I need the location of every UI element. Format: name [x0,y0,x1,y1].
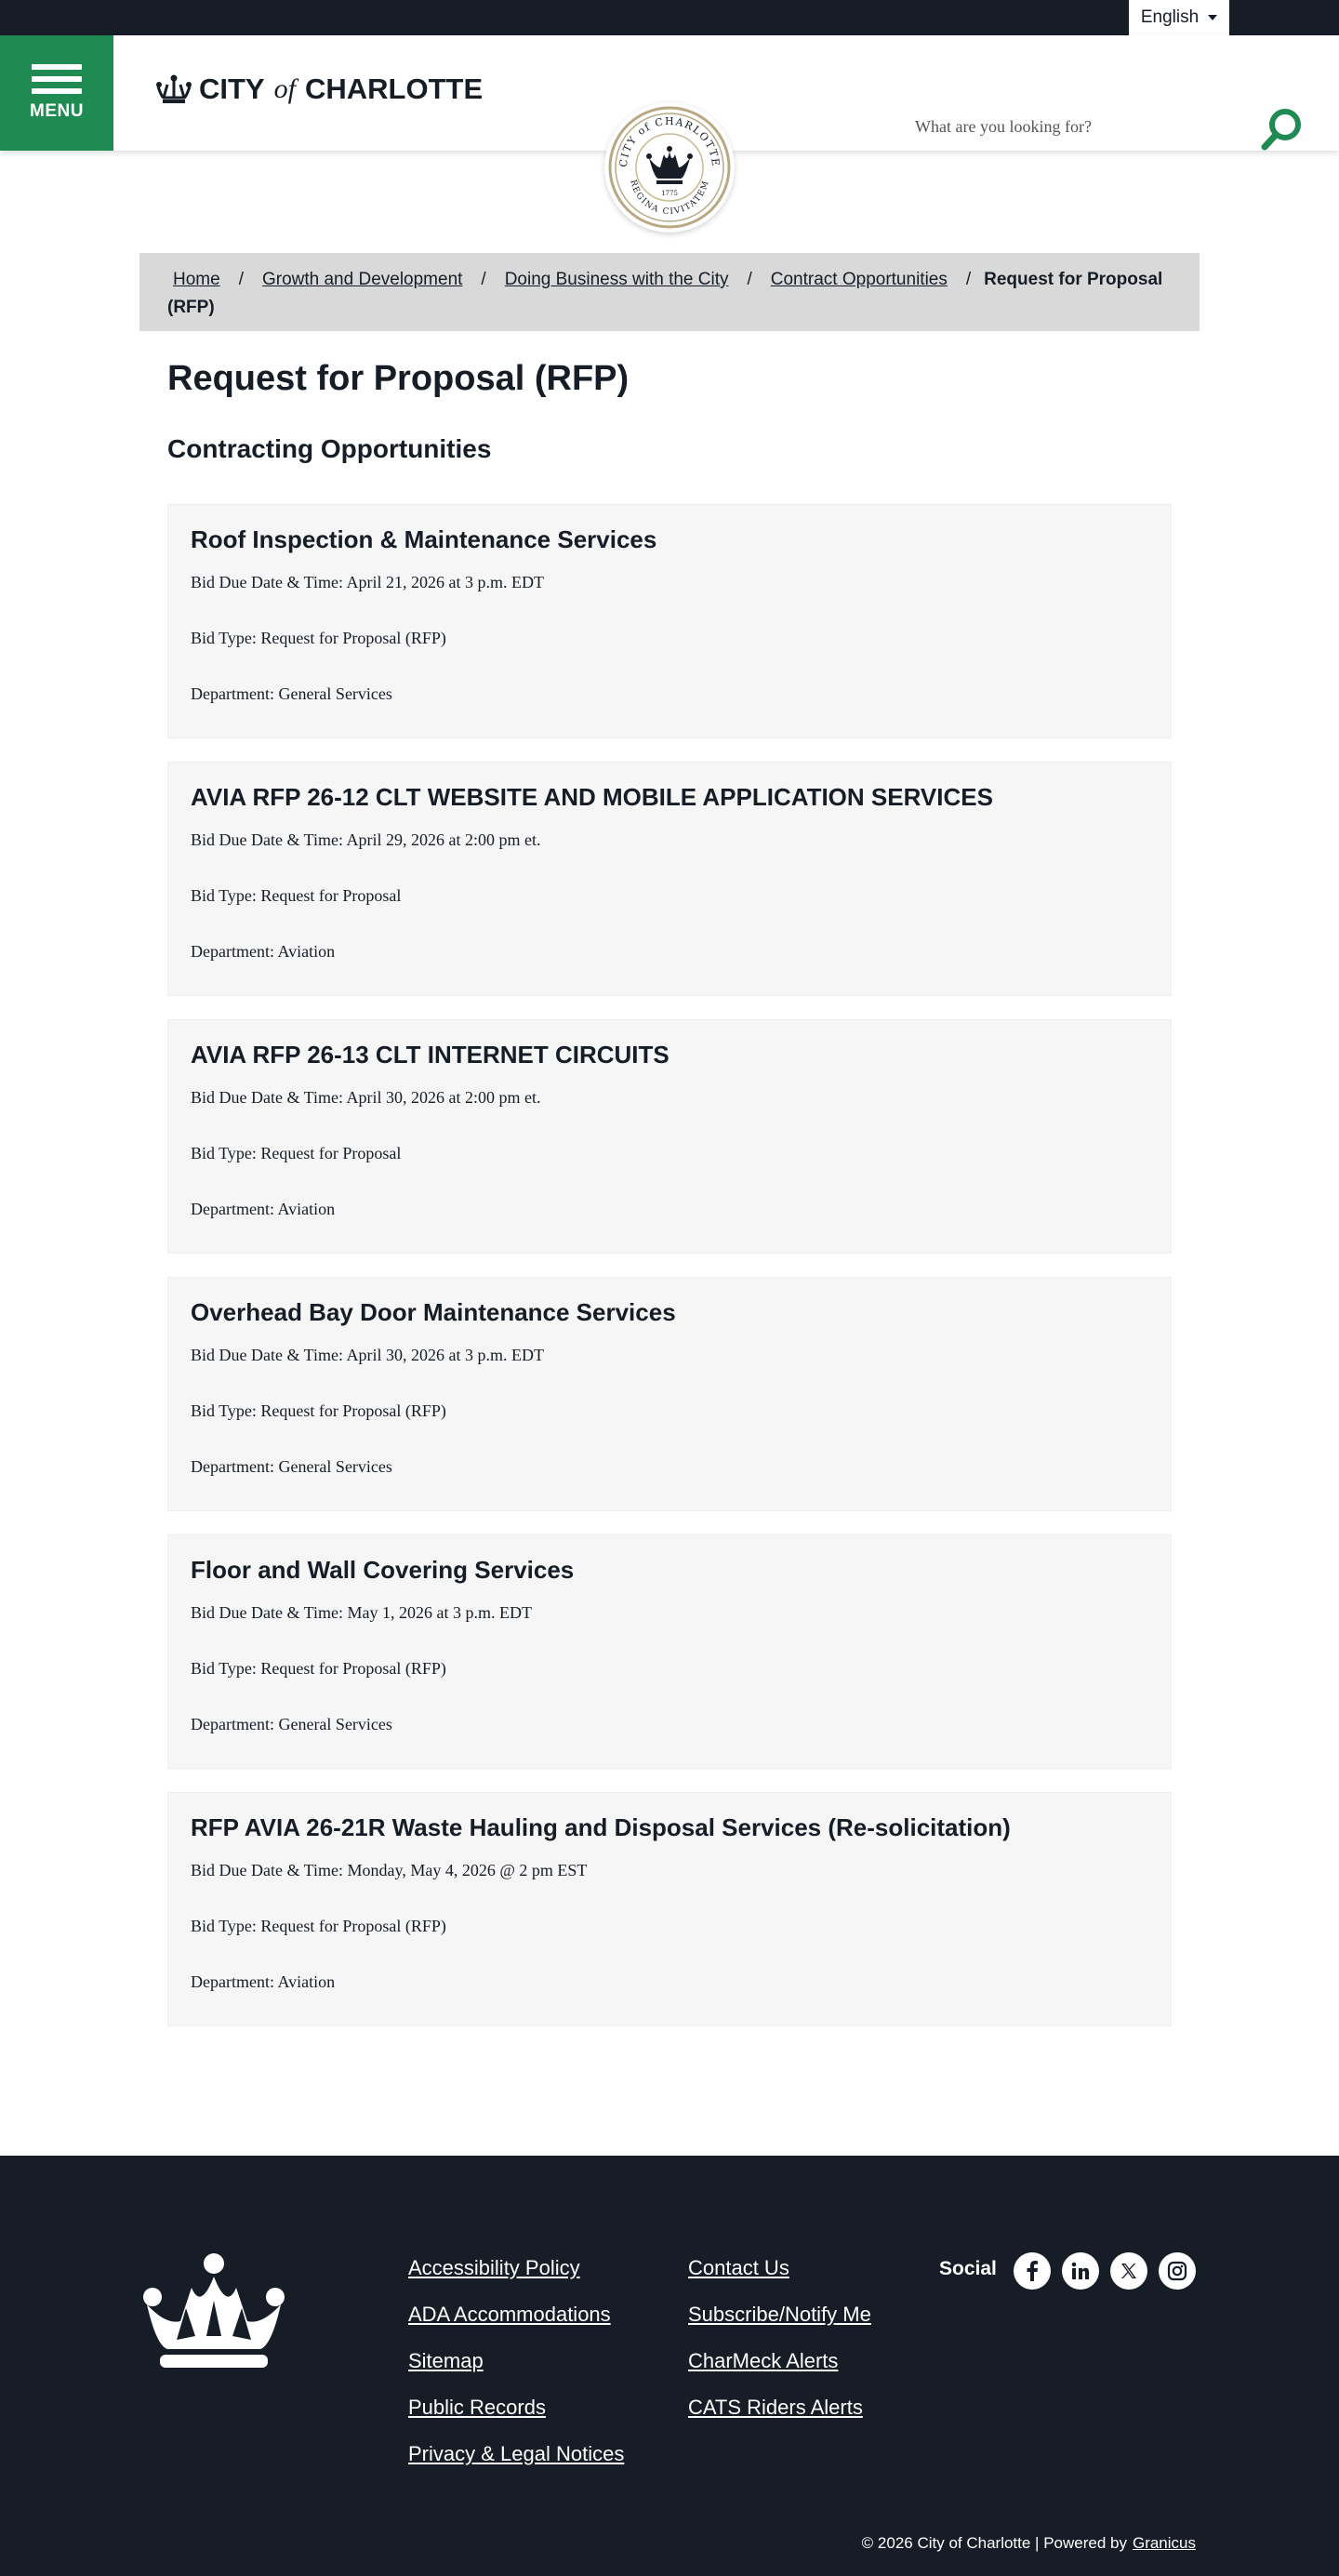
logo-of: of [273,73,296,104]
opportunity-type: Bid Type: Request for Proposal [191,1144,402,1162]
logo-city: CITY [199,73,265,105]
footer-link-public-records[interactable]: Public Records [408,2396,546,2419]
x-icon[interactable] [1110,2252,1147,2290]
footer-link-sitemap[interactable]: Sitemap [408,2349,484,2372]
linkedin-icon[interactable] [1062,2252,1099,2290]
search-button[interactable] [1257,104,1307,154]
opportunity-title[interactable]: Overhead Bay Door Maintenance Services [191,1298,676,1326]
opportunity-department: Department: Aviation [191,1200,336,1218]
opportunity-due: Bid Due Date & Time: April 30, 2026 at 3 p.m. EDT [191,1346,544,1364]
search-input[interactable] [915,110,1157,143]
social-label: Social [939,2258,997,2279]
opportunity-card [167,1792,1172,2026]
page-title: Request for Proposal (RFP) [167,359,630,398]
opportunity-type: Bid Type: Request for Proposal (RFP) [191,1401,446,1420]
opportunity-department: Department: General Services [191,1715,392,1733]
footer-link-contact[interactable]: Contact Us [688,2256,789,2279]
footer-link-subscribe[interactable]: Subscribe/Notify Me [688,2303,871,2326]
crown-icon [154,73,193,105]
menu-button[interactable] [0,35,113,151]
site-header [0,35,1339,218]
opportunity-type: Bid Type: Request for Proposal (RFP) [191,1917,446,1935]
hamburger-icon [32,64,82,94]
crown-logo-icon [139,2252,288,2373]
opportunity-card [167,1534,1172,1769]
language-label: English [1140,7,1200,27]
opportunity-type: Bid Type: Request for Proposal (RFP) [191,1659,446,1678]
opportunity-card [167,1277,1172,1511]
opportunity-type: Bid Type: Request for Proposal (RFP) [191,629,446,647]
seal-top-text: CITY of CHARLOTTE [616,114,723,168]
chevron-down-icon [1208,15,1217,20]
opportunity-card [167,762,1172,996]
opportunity-due: Bid Due Date & Time: April 30, 2026 at 2:00 pm et. [191,1088,541,1107]
facebook-icon[interactable] [1014,2252,1051,2290]
section-title: Contracting Opportunities [167,434,492,463]
city-logo-link[interactable] [154,73,483,106]
opportunity-title[interactable]: AVIA RFP 26-13 CLT INTERNET CIRCUITS [191,1041,670,1069]
opportunity-card [167,1019,1172,1254]
granicus-link[interactable]: Granicus [1132,2534,1196,2552]
breadcrumb: Home / Growth and Development / Doing Business with the City / Contract Opportunities / Request for Proposal (RFP) [139,253,1200,331]
copyright-text: © 2026 City of Charlotte | Powered by [861,2534,1127,2552]
opportunity-department: Department: Aviation [191,942,336,961]
language-select[interactable] [1129,0,1229,35]
opportunity-title[interactable]: AVIA RFP 26-12 CLT WEBSITE AND MOBILE APPLICATION SERVICES [191,783,993,811]
footer-link-ada[interactable]: ADA Accommodations [408,2303,611,2326]
copyright [862,2534,1196,2553]
seal-year: 1775 [661,190,678,197]
breadcrumb-current: Request for Proposal (RFP) [167,270,1163,317]
opportunity-card [167,504,1172,738]
logo-name: CHARLOTTE [304,73,484,105]
opportunity-title[interactable]: Roof Inspection & Maintenance Services [191,525,657,553]
opportunity-due: Bid Due Date & Time: April 29, 2026 at 2:00 pm et. [191,830,541,849]
opportunity-department: Department: General Services [191,684,392,703]
breadcrumb-growth-development[interactable]: Growth and Development [261,270,463,289]
seal-bottom-text: REGINA CIVITATEM [628,179,711,218]
footer-link-privacy[interactable]: Privacy & Legal Notices [408,2442,625,2465]
footer-link-accessibility[interactable]: Accessibility Policy [408,2256,580,2279]
opportunity-due: Bid Due Date & Time: May 1, 2026 at 3 p.m. EDT [191,1603,532,1622]
utility-bar [0,0,1339,35]
instagram-icon[interactable] [1159,2252,1196,2290]
footer-link-charmeck-alerts[interactable]: CharMeck Alerts [688,2349,839,2372]
opportunity-due: Bid Due Date & Time: Monday, May 4, 2026 @ 2 pm EST [191,1861,588,1879]
opportunity-due: Bid Due Date & Time: April 21, 2026 at 3 p.m. EDT [191,573,544,591]
site-footer [0,2156,1339,2576]
opportunity-title[interactable]: Floor and Wall Covering Services [191,1556,575,1584]
breadcrumb-home[interactable]: Home [173,270,220,289]
opportunity-department: Department: Aviation [191,1972,336,1991]
footer-link-cats-alerts[interactable]: CATS Riders Alerts [688,2396,863,2419]
breadcrumb-doing-business[interactable]: Doing Business with the City [504,270,729,289]
menu-label: MENU [30,101,84,121]
search-icon [1257,104,1307,154]
seal-graphic [604,102,735,232]
opportunity-type: Bid Type: Request for Proposal [191,886,402,905]
breadcrumb-contract-opportunities[interactable]: Contract Opportunities [770,270,948,289]
opportunity-title[interactable]: RFP AVIA 26-21R Waste Hauling and Disposal Services (Re-solicitation) [191,1813,1011,1841]
opportunity-department: Department: General Services [191,1457,392,1476]
city-seal[interactable] [604,102,735,232]
